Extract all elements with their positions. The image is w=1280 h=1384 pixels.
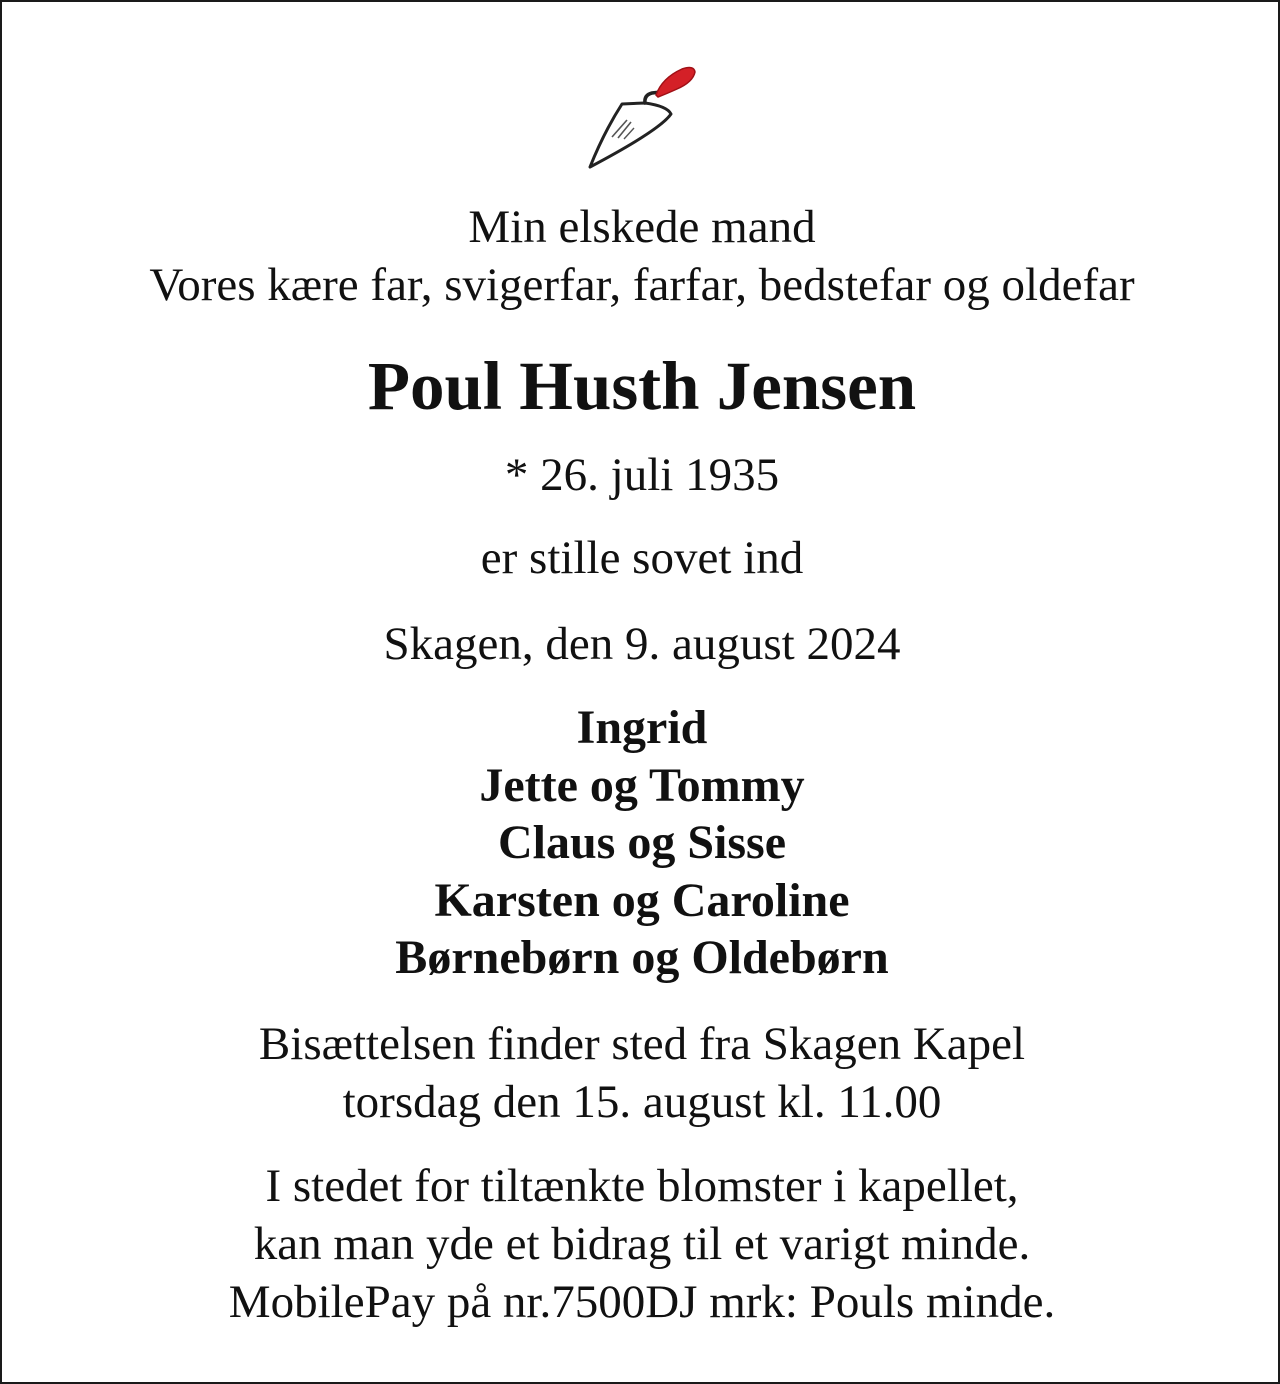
donation-info [2, 1157, 1280, 1331]
intro-line: Vores kære far, svigerfar, farfar, bedstefar og oldefar [149, 259, 1135, 311]
family-member: Jette og Tommy [479, 758, 805, 812]
family-member: Karsten og Caroline [434, 873, 850, 927]
donation-line: kan man yde et bidrag til et varigt minde. [253, 1218, 1031, 1270]
funeral-line: Bisættelsen finder sted fra Skagen Kapel [258, 1018, 1026, 1070]
family-list [2, 699, 1280, 987]
intro-line: Min elskede mand [468, 201, 816, 253]
family-member: Børnebørn og Oldebørn [395, 931, 889, 984]
passed-text: er stille sovet ind [480, 532, 804, 584]
family-member: Claus og Sisse [497, 816, 787, 869]
family-member: Ingrid [576, 701, 708, 754]
funeral-info [2, 1015, 1280, 1131]
trowel-icon [582, 62, 702, 174]
deceased-name: Poul Husth Jensen [367, 348, 917, 424]
place-date: Skagen, den 9. august 2024 [383, 618, 901, 670]
birth-date: * 26. juli 1935 [504, 449, 780, 501]
intro-text [2, 198, 1280, 314]
funeral-line: torsdag den 15. august kl. 11.00 [342, 1076, 942, 1128]
donation-line: MobilePay på nr.7500DJ mrk: Pouls minde. [228, 1276, 1056, 1328]
donation-line: I stedet for tiltænkte blomster i kapellet, [265, 1160, 1019, 1212]
